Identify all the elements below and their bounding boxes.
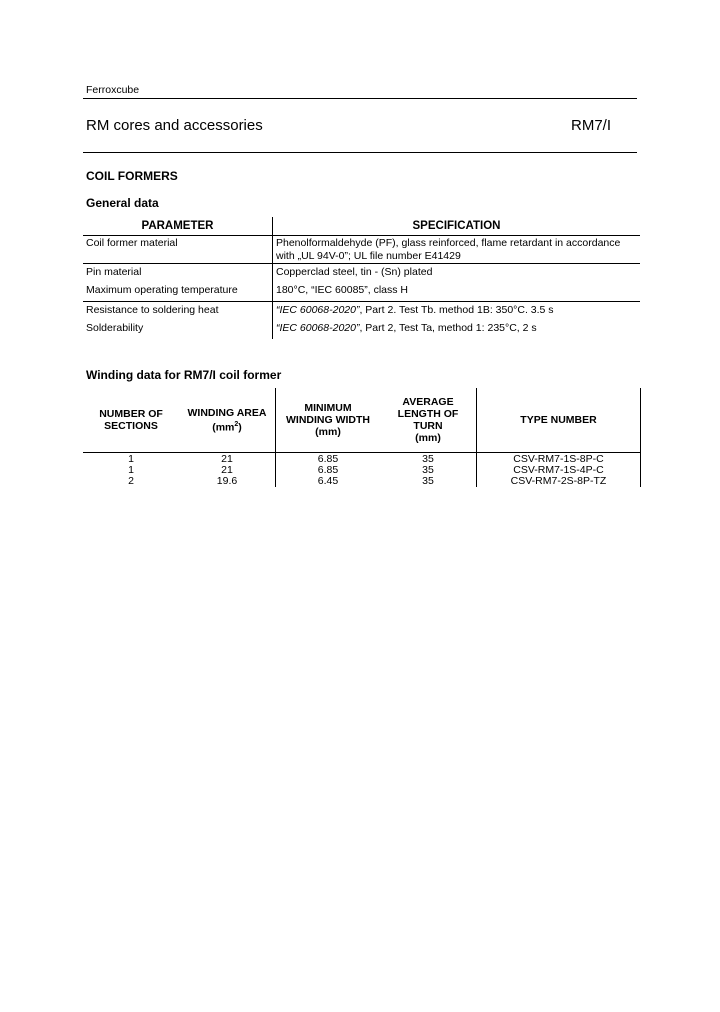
standard-ref: “IEC 60068-2020” xyxy=(276,322,360,334)
col-parameter: PARAMETER xyxy=(83,217,273,236)
table-row xyxy=(83,321,640,339)
length-cell: 35 xyxy=(380,465,477,476)
col-specification: SPECIFICATION xyxy=(273,217,641,236)
spec-cell xyxy=(273,321,641,339)
type-cell: CSV-RM7-1S-8P-C xyxy=(477,453,641,466)
area-cell: 19.6 xyxy=(179,476,276,487)
title-rule xyxy=(83,152,637,153)
table-row xyxy=(83,264,640,284)
header-rule xyxy=(83,98,637,99)
spec-cell: Phenolformaldehyde (PF), glass reinforced, flame retardant in accordance with „UL 94V-0”; UL file number E41429 xyxy=(273,236,641,264)
sections-cell: 1 xyxy=(128,464,134,476)
length-cell: 35 xyxy=(380,476,477,487)
spec-text: , Part 2. Test Tb. method 1B: 350°C. 3.5 s xyxy=(359,304,554,316)
spec-cell xyxy=(273,302,641,322)
area-cell: 21 xyxy=(179,453,276,466)
col-average-length: AVERAGE LENGTH OF TURN (mm) xyxy=(380,388,477,453)
table-row xyxy=(83,476,641,487)
product-code: RM7/I xyxy=(571,117,612,134)
spec-text: , Part 2, Test Ta, method 1: 235°C, 2 s xyxy=(359,322,537,334)
winding-data-table xyxy=(83,388,641,487)
standard-ref: “IEC 60068-2020” xyxy=(276,304,360,316)
general-data-table xyxy=(83,217,640,339)
general-data-title: General data xyxy=(86,196,159,210)
winding-data-title: Winding data for RM7/I coil former xyxy=(86,368,282,382)
col-winding-area: WINDING AREA $(mm^2)$ xyxy=(179,388,276,453)
col-sections: NUMBER OF SECTIONS xyxy=(83,388,179,453)
document-title: RM cores and accessories xyxy=(86,117,263,134)
param-cell: Solderability xyxy=(83,321,273,339)
col-type-number: TYPE NUMBER xyxy=(477,388,641,453)
spec-cell: Copperclad steel, tin - (Sn) plated xyxy=(276,266,433,278)
col-winding-width: MINIMUM WINDING WIDTH (mm) xyxy=(276,388,381,453)
param-cell: Resistance to soldering heat xyxy=(83,302,273,322)
width-cell: 6.85 xyxy=(317,464,339,476)
width-cell: 6.45 xyxy=(317,475,339,487)
table-row xyxy=(83,236,640,264)
company-name: Ferroxcube xyxy=(86,84,140,96)
table-row xyxy=(83,302,640,322)
sections-cell: 2 xyxy=(128,475,134,487)
section-title: COIL FORMERS xyxy=(86,169,178,183)
length-cell: 35 xyxy=(380,453,477,466)
param-cell: Coil former material xyxy=(83,236,273,264)
param-cell: Pin material xyxy=(83,264,273,284)
type-cell: CSV-RM7-2S-8P-TZ xyxy=(477,476,641,487)
spec-cell: 180°C, “IEC 60085”, class H xyxy=(273,283,641,302)
winding-header-row xyxy=(83,388,641,453)
width-cell: 6.85 xyxy=(317,453,339,465)
type-cell: CSV-RM7-1S-4P-C xyxy=(477,465,641,476)
table-row xyxy=(83,283,640,302)
param-cell: Maximum operating temperature xyxy=(83,283,273,302)
general-header-row xyxy=(83,217,640,236)
area-cell: 21 xyxy=(179,465,276,476)
sections-cell: 1 xyxy=(128,453,134,465)
